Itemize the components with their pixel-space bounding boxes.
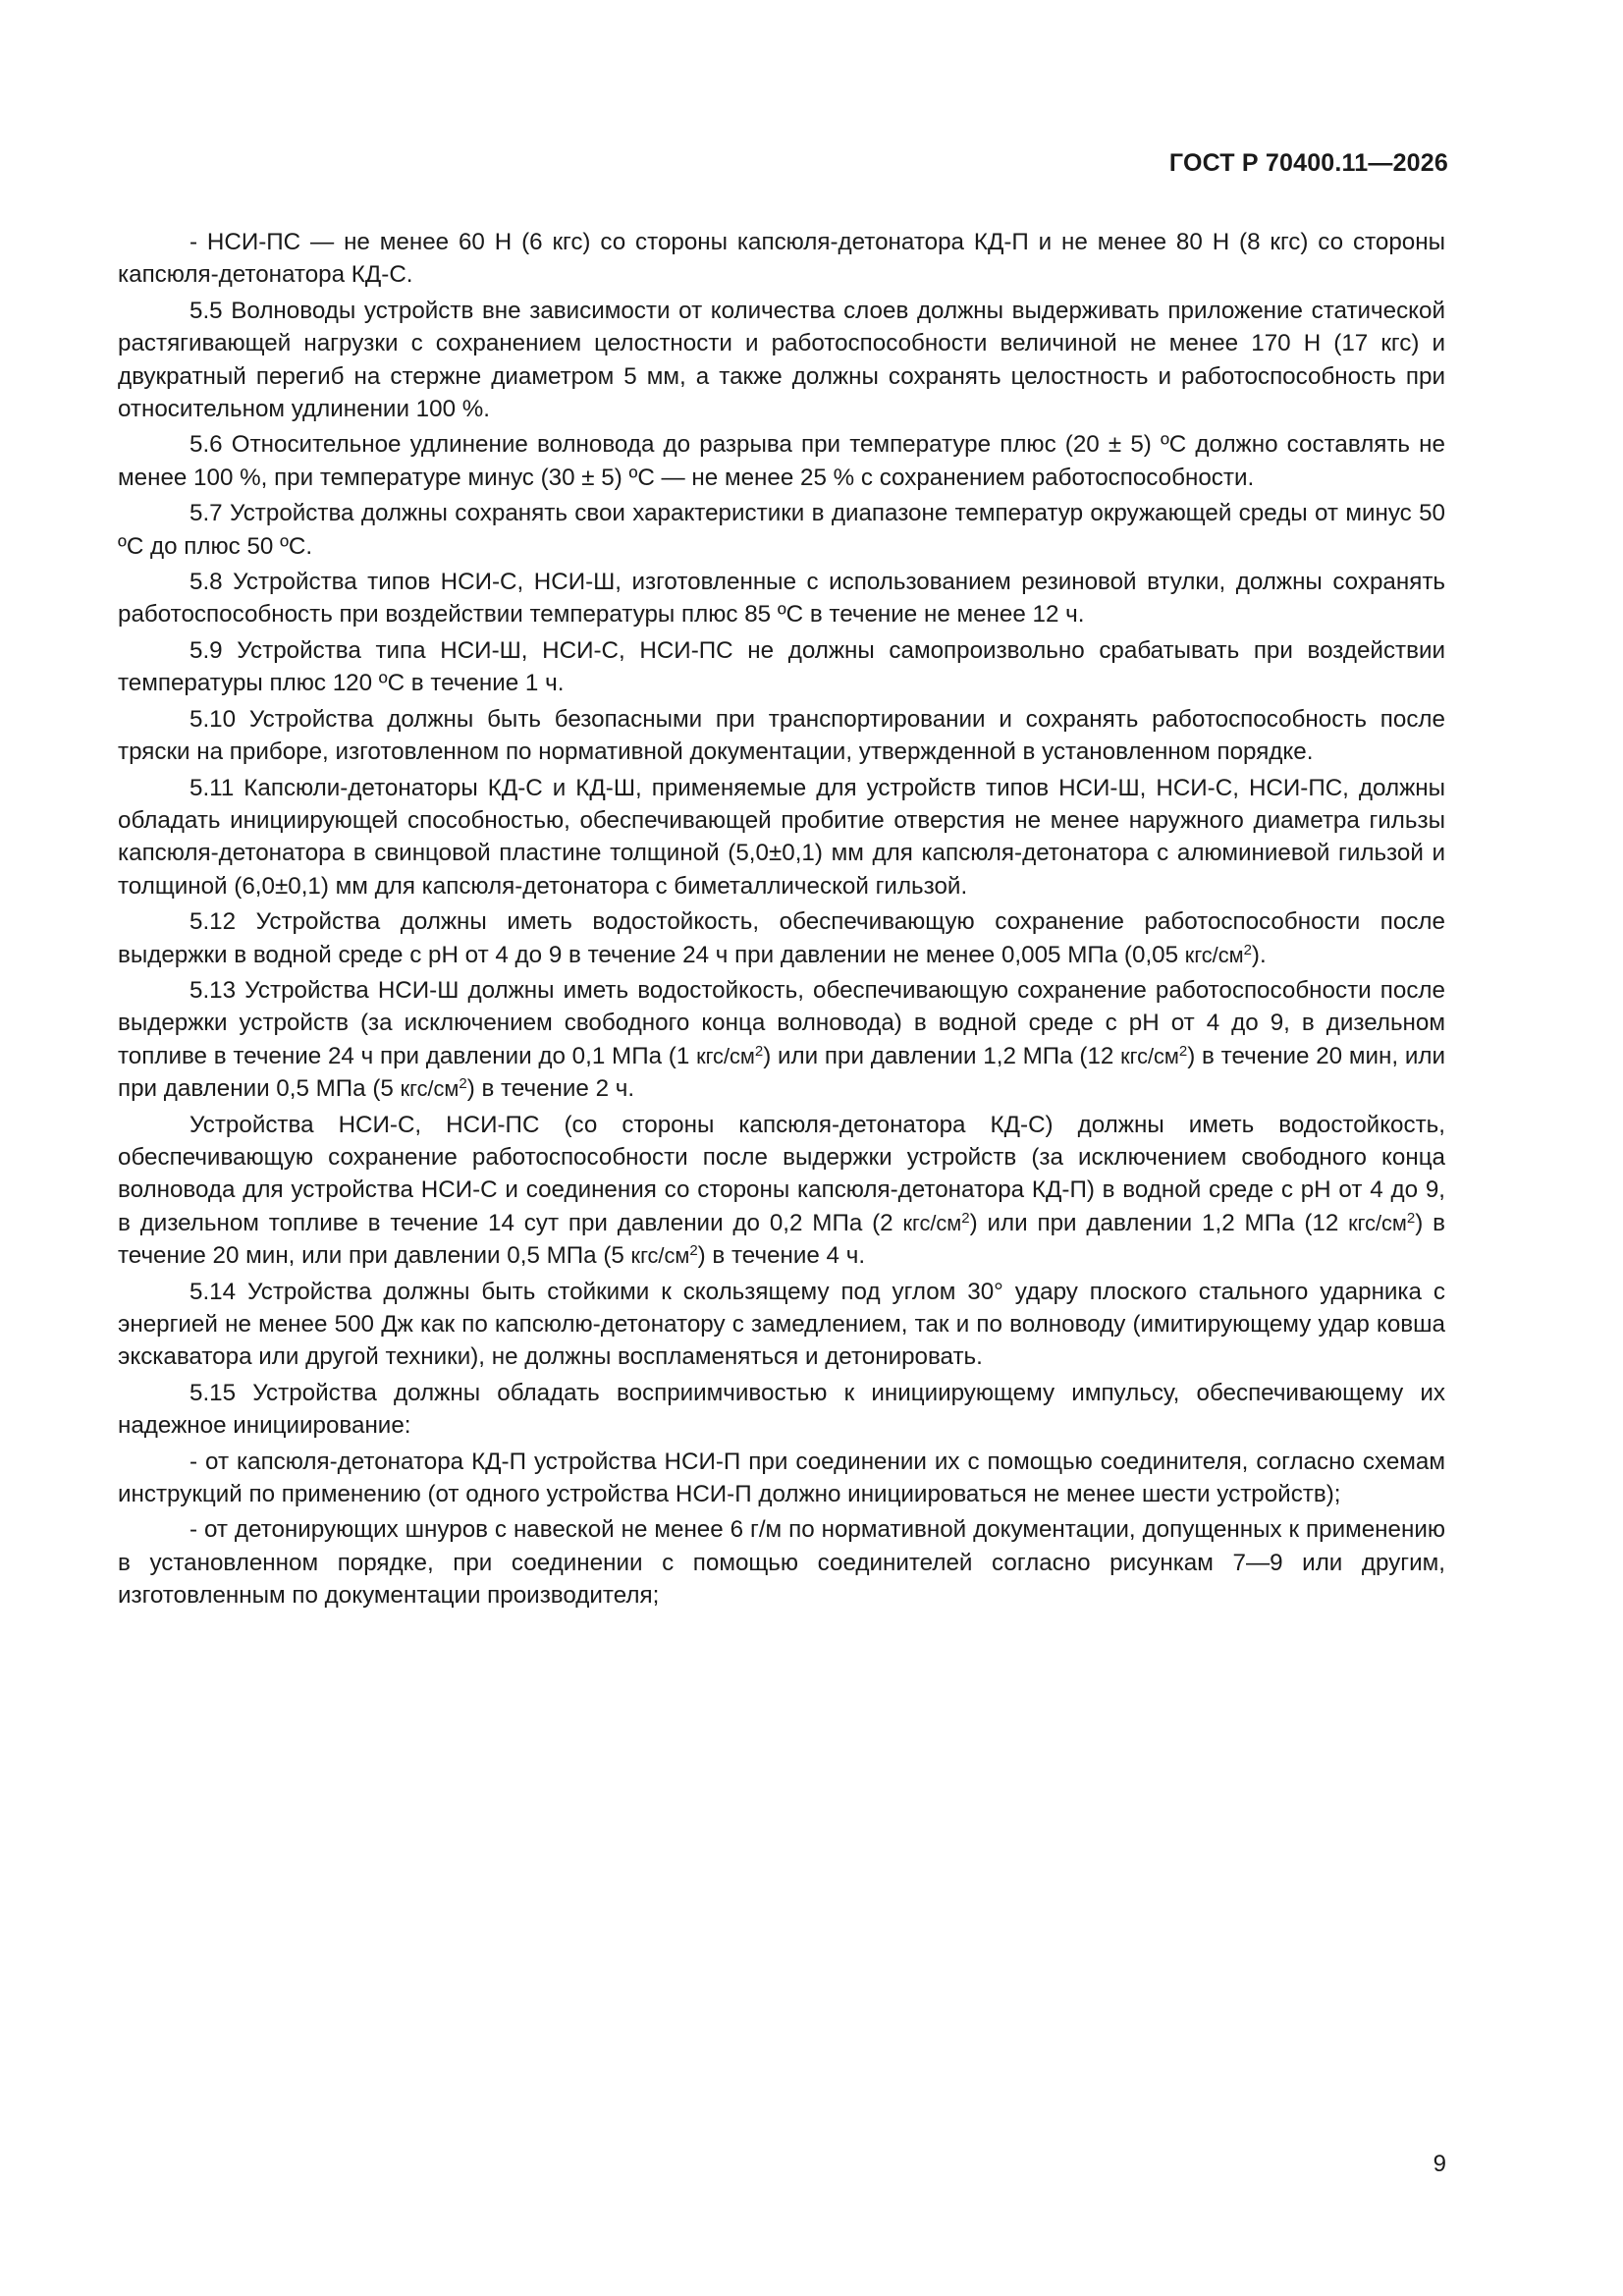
paragraph-5-13-continued bbox=[118, 1109, 1445, 1273]
document-body bbox=[118, 226, 1445, 1613]
unit-text: кгс/см bbox=[630, 1243, 690, 1269]
text-run: ). bbox=[1251, 941, 1267, 968]
unit-text: кгс/см bbox=[1348, 1210, 1407, 1235]
superscript: 2 bbox=[1243, 941, 1252, 958]
superscript: 2 bbox=[1406, 1209, 1416, 1227]
superscript: 2 bbox=[459, 1074, 467, 1092]
paragraph-5-13 bbox=[118, 974, 1445, 1106]
unit-text: кгс/см bbox=[902, 1210, 962, 1235]
superscript: 2 bbox=[754, 1042, 764, 1060]
paragraph-5-12 bbox=[118, 905, 1445, 971]
paragraph-5-14: 5.14 Устройства должны быть стойкими к скользящему под углом 30° удару плоского стального ударника с энергией не менее 500 Дж как по капсюлю-детонатору с замедлением, так и по волноводу (имитирующему удар ковша экскаватора или другой техники), не должны воспламеняться и детонировать. bbox=[118, 1278, 1445, 1371]
text-run: ) в течение 20 мин, или при давлении 0,5 МПа (5 bbox=[118, 1042, 1445, 1103]
text-run: ) в течение 4 ч. bbox=[697, 1242, 866, 1270]
paragraph-5-11: 5.11 Капсюли-детонаторы КД-С и КД-Ш, применяемые для устройств типов НСИ-Ш, НСИ-С, НСИ-ПС, должны обладать инициирующей способностью, обеспечивающей пробитие отверстия не менее наружного диаметра гильзы капсюля-детонатора в свинцовой пластине толщиной (5,0±0,1) мм для капсюля-детонатора с алюминиевой гильзой и толщиной (6,0±0,1) мм для капсюля-детонатора с биметаллической гильзой. bbox=[118, 774, 1445, 900]
superscript: 2 bbox=[689, 1241, 698, 1259]
paragraph-5-8: 5.8 Устройства типов НСИ-С, НСИ-Ш, изготовленные с использованием резиновой втулки, должны сохранять работоспособность при воздействии температуры плюс 85 ºС в течение не менее 12 ч. bbox=[118, 569, 1445, 629]
paragraph-5-10: 5.10 Устройства должны быть безопасными при транспортировании и сохранять работоспособность после тряски на приборе, изготовленном по нормативной документации, утвержденной в установленном порядке. bbox=[118, 705, 1445, 766]
text-run: 5.13 Устройства НСИ-Ш должны иметь водостойкость, обеспечивающую сохранение работоспособности после выдержки устройств (за исключением свободного конца волновода) в водной среде с рН от 4 до 9, в дизельном топливе в течение 24 ч при давлении до 0,1 МПа (1 bbox=[118, 976, 1445, 1069]
paragraph-5-7: 5.7 Устройства должны сохранять свои характеристики в диапазоне температур окружающей среды от минус 50 ºС до плюс 50 ºС. bbox=[118, 500, 1445, 560]
text-run: ) в течение 2 ч. bbox=[466, 1075, 635, 1103]
list-item-detonating-cord: - от детонирующих шнуров с навеской не менее 6 г/м по нормативной документации, допущенных к применению в установленном порядке, при соединении с помощью соединителей согласно рисункам 7—9 или другим, изготовленным по документации производителя; bbox=[118, 1516, 1445, 1610]
paragraph-5-5: 5.5 Волноводы устройств вне зависимости от количества слоев должны выдерживать приложение статической растягивающей нагрузки с сохранением целостности и работоспособности величиной не менее 170 Н (17 кгс) и двукратный перегиб на стержне диаметром 5 мм, а также должны сохранять целостность и работоспособность при относительном удлинении 100 %. bbox=[118, 297, 1445, 423]
superscript: 2 bbox=[961, 1209, 970, 1227]
text-run: ) в течение 20 мин, или при давлении 0,5 МПа (5 bbox=[118, 1209, 1445, 1270]
page-number: 9 bbox=[1433, 2151, 1446, 2177]
list-item-kd-p: - от капсюля-детонатора КД-П устройства НСИ-П при соединении их с помощью соединителя, согласно схемам инструкций по применению (от одного устройства НСИ-П должно инициироваться не менее шести устройств); bbox=[118, 1448, 1445, 1508]
superscript: 2 bbox=[1178, 1042, 1188, 1060]
text-run: Устройства НСИ-С, НСИ-ПС (со стороны капсюля-детонатора КД-С) должны иметь водостойкость, обеспечивающую сохранение работоспособности после выдержки устройств (за исключением свободного конца волновода для устройства НСИ-С и соединения со стороны капсюля-детонатора КД-П) в водной среде с рН от 4 до 9, в дизельном топливе в течение 14 сут при давлении до 0,2 МПа (2 bbox=[118, 1111, 1445, 1236]
document-code: ГОСТ Р 70400.11—2026 bbox=[1168, 149, 1448, 177]
paragraph-5-15: 5.15 Устройства должны обладать восприимчивостью к инициирующему импульсу, обеспечивающему их надежное инициирование: bbox=[118, 1379, 1445, 1440]
paragraph-nsi-ps: - НСИ-ПС — не менее 60 Н (6 кгс) со стороны капсюля-детонатора КД-П и не менее 80 Н (8 кгс) со стороны капсюля-детонатора КД-С. bbox=[118, 229, 1445, 289]
text-run: ) или при давлении 1,2 МПа (12 bbox=[969, 1209, 1349, 1236]
text-run: ) или при давлении 1,2 МПа (12 bbox=[763, 1042, 1121, 1069]
text-run: 5.12 Устройства должны иметь водостойкость, обеспечивающую сохранение работоспособности после выдержки в водной среде с рН от 4 до 9 в течение 24 ч при давлении не менее 0,005 МПа (0,05 bbox=[118, 908, 1445, 968]
unit-text: кгс/см bbox=[696, 1043, 755, 1068]
unit-text: кгс/см bbox=[1184, 942, 1244, 967]
paragraph-5-9: 5.9 Устройства типа НСИ-Ш, НСИ-С, НСИ-ПС не должны самопроизвольно срабатывать при воздействии температуры плюс 120 ºС в течение 1 ч. bbox=[118, 636, 1445, 697]
unit-text: кгс/см bbox=[400, 1076, 460, 1102]
unit-text: кгс/см bbox=[1120, 1043, 1179, 1068]
paragraph-5-6: 5.6 Относительное удлинение волновода до разрыва при температуре плюс (20 ± 5) ºС должно составлять не менее 100 %, при температуре минус (30 ± 5) ºС — не менее 25 % с сохранением работоспособности. bbox=[118, 431, 1445, 491]
